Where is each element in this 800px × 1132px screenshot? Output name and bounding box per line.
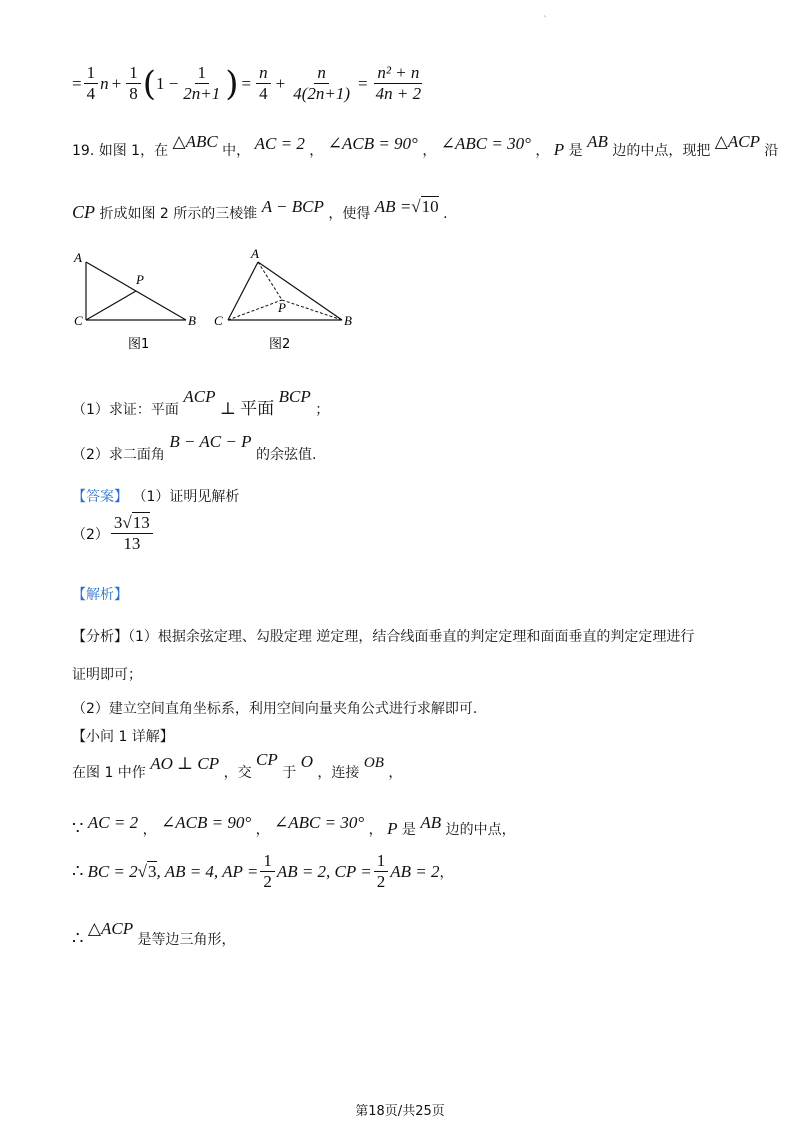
plus-sign-2: + [275,73,286,93]
plane-acp: ACP [183,387,216,406]
pyramid-a-bcp: A − BCP [261,197,324,216]
radicand: 3 [148,861,157,881]
fraction-1-8: $\frac{1}{8}$ [126,64,141,103]
fig1-label-b: B [188,313,196,328]
point-p: P [553,140,565,159]
problem-line-2 [72,197,448,223]
eq-sign-2: = [241,73,252,93]
ab-ap-values: , AB = 4, AP = [156,861,259,881]
comma: ， [368,822,383,838]
answer-line-1 [72,486,239,506]
fig2-label-c: C [214,313,223,328]
fig1-label-c: C [74,313,83,328]
fig1-label-p: P [136,272,144,287]
answer-2-fraction [111,514,153,553]
fig2-label-p: P [278,300,286,315]
problem-line-1 [72,132,779,160]
numerator: 1 [374,852,389,872]
therefore-line [72,852,453,891]
ao-perp-cp: AO ⊥ CP [150,754,220,773]
radicand: 10 [421,197,439,216]
half-fraction-1 [260,852,275,891]
fenxi-text-1: （1）根据余弦定理、勾股定理 逆定理，结合线面垂直的判定定理和面面垂直的判定定理进行 [128,629,695,645]
equilateral-line [72,919,236,949]
ab-equals-2: AB = 2 [390,861,440,881]
fraction-1-2n1: $\frac{1}{2n+1}$ [183,63,221,103]
q1-prefix: （1）求证：平面 [72,402,179,418]
plane-bcp: BCP [278,387,311,406]
numerator: 1 [260,852,275,872]
fenxi-line-2: 证明即可； [72,667,142,683]
answer-tag: 【答案】 [72,489,128,505]
comma: ， [439,864,454,881]
detail-tag: 【小问 1 详解】 [72,729,174,745]
period: . [443,206,448,222]
segment-ab: AB [587,132,608,151]
answer-line-2 [72,514,155,553]
one-minus: 1 − [155,73,179,93]
fig2-caption: 图2 [269,337,291,352]
ab-cp-values: AB = 2, CP = [276,861,372,881]
eq-sign-3: = [358,73,368,93]
because-symbol: ∵ [72,818,84,838]
text-yu: 于 [282,765,297,781]
fig1-caption: 图1 [128,337,150,352]
fraction-n-4-2n1: $\frac{n}{4(2n+1)}$ [293,63,351,103]
text-midpoint: 边的中点，现把 [612,143,711,159]
text-fold: 折成如图 2 所示的三棱锥 [99,206,258,222]
segment-ob: OB [363,755,384,771]
question-2 [72,432,317,464]
dihedral-angle: B − AC − P [169,432,252,451]
fraction-final: $\frac{\text{n² + n}}{4n + 2}$ [375,63,422,103]
angle-abc: ∠ABC = 30° [274,813,365,832]
triangle-abc: △ABC [172,132,218,151]
eq-sign: = [72,73,82,93]
text-shi: 是 [568,143,583,159]
angle-acb: ∠ACB = 90° [327,134,418,153]
coef: 3 [113,513,123,532]
denominator: 2 [376,872,386,891]
segment-ab: AB [420,813,442,832]
segment-cp: CP [72,202,96,222]
angle-acb: ∠ACB = 90° [161,813,252,832]
text-zhong: 中， [222,143,251,159]
right-paren: ) [225,63,239,104]
comma: ， [535,143,550,159]
bc-value: BC = 2 [87,861,138,881]
point-p: P [387,819,398,838]
therefore-symbol: ∴ [72,928,84,948]
fig2-label-a: A [251,246,259,261]
radicand: 13 [132,513,150,532]
text-zuo: 在图 1 中作 [72,765,146,781]
q2-end: 的余弦值. [255,447,317,463]
fenxi-tag: 【分析】 [72,629,128,645]
sqrt-3: √3 [137,861,157,881]
text-yan: 沿 [764,143,779,159]
comma: ， [142,822,157,838]
var-n: n [100,73,109,93]
question-1 [72,387,330,419]
angle-abc: ∠ABC = 30° [440,134,531,153]
figure-2 [214,246,352,352]
fraction-n-4: $\frac{n}{4}$ [256,64,271,103]
comma: ， [309,143,324,159]
sqrt-10: √10 [411,197,439,216]
segment-cp: CP [256,750,278,769]
ab-equals: AB = [374,197,412,216]
triangle-acp: △ACP [87,919,134,938]
point-o: O [300,752,313,771]
construction-line [72,750,403,782]
fig2-label-b: B [344,313,352,328]
text-shi: 是 [401,822,416,838]
answer-2-prefix: （2） [72,526,109,543]
because-line [72,813,516,839]
answer-2-numerator: 3√13 [111,514,153,534]
corner-mark: ` [543,16,548,27]
left-paren: ( [142,63,156,104]
half-fraction-2 [374,852,389,891]
figures [70,244,370,360]
fenxi-line-1 [72,626,694,646]
answer-1: （1）证明见解析 [132,489,240,505]
plus-sign: + [111,73,122,93]
ac-equals-2: AC = 2 [87,813,139,832]
answer-2-denominator: 13 [123,534,141,553]
text-lianjie: ，连接 [317,765,360,781]
therefore-symbol: ∴ [72,861,84,881]
comma: ， [255,822,270,838]
fraction-1-4: $\frac{1}{4}$ [84,64,99,103]
comma: ， [388,765,403,781]
text-equilateral: 是等边三角形， [137,932,236,948]
problem-number: 19. 如图 1，在 [72,143,169,159]
figure-1 [73,250,196,352]
page-footer: 第18页/共25页 [355,1104,445,1119]
denominator: 2 [263,872,272,891]
q2-prefix: （2）求二面角 [72,447,165,463]
ac-equals-2: AC = 2 [254,134,305,153]
top-equation [72,64,426,103]
comma: ， [422,143,437,159]
text-shide: ，使得 [328,206,371,222]
q1-end: ； [315,402,330,418]
triangle-acp: △ACP [714,132,760,151]
fig1-label-a: A [74,250,82,265]
text-jiao: ，交 [223,765,252,781]
perp-plane: ⊥ 平面 [219,399,275,418]
text-midpoint: 边的中点， [445,822,516,838]
analysis-tag: 【解析】 [72,587,128,603]
fenxi-line-3: （2）建立空间直角坐标系，利用空间向量夹角公式进行求解即可. [72,701,478,717]
